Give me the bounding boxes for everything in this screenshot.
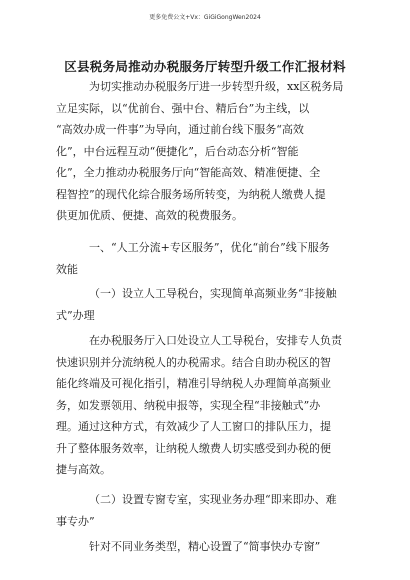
text-line: 一、“人工分流+专区服务”，优化“前台”线下服务	[89, 241, 330, 254]
text-line: 理。通过这种方式，有效减少了人工窗口的排队压力，提	[56, 420, 331, 433]
paragraph-body	[56, 330, 356, 481]
subsection-heading	[56, 283, 356, 326]
text-line: 为切实推动办税服务厅进一步转型升级，xx区税务局	[89, 80, 344, 93]
text-line: 立足实际，以“优前台、强中台、精后台”为主线，以	[56, 101, 310, 115]
paragraph-intro	[56, 76, 356, 227]
text-line: “高效办成一件事”为导向，通过前台线下服务“高效	[56, 123, 304, 136]
subsection-heading	[56, 489, 356, 532]
text-line: 效能	[56, 262, 78, 276]
document-title: 区县税务局推动办税服务厅转型升级工作汇报材料	[64, 59, 346, 74]
text-line: 务，如发票领用、纳税申报等，实现全程“非接触式”办	[56, 398, 321, 412]
header-note: 更多免费公文+Vx：GiGiGongWen2024	[149, 14, 261, 21]
text-line: 快速识别并分流纳税人的办税需求。结合自助办税区的智	[56, 355, 331, 369]
text-line: 程智控”的现代化综合服务场所转变，为纳税人缴费人提	[56, 187, 326, 201]
paragraph-body	[56, 536, 356, 558]
text-line: 针对不同业务类型，精心设置了“简事快办专窗”	[89, 540, 321, 553]
text-line: 式”办理	[56, 308, 95, 322]
text-line: 升了整体服务效率，让纳税人缴费人切实感受到办税的便	[56, 441, 331, 455]
text-line: 化”，中台远程互动“便捷化”，后台动态分析“智能	[56, 144, 299, 158]
text-line: 化”，全力推动办税服务厅向“智能高效、精准便捷、全	[56, 166, 321, 179]
text-line: 能化终端及可视化指引，精准引导纳税人办理简单高频业	[56, 377, 331, 390]
text-line: 供更加优质、便捷、高效的税费服务。	[56, 209, 243, 222]
text-line: （一）设立人工导税台，实现简单高频业务“非接触	[89, 287, 337, 300]
text-line: （二）设置专窗专室，实现业务办理“即来即办、难	[89, 493, 337, 506]
text-line: 捷与高效。	[56, 463, 111, 476]
text-line: 在办税服务厅入口处设立人工导税台，安排专人负责	[89, 334, 342, 347]
section-heading	[56, 237, 356, 280]
text-line: 事专办”	[56, 514, 95, 528]
